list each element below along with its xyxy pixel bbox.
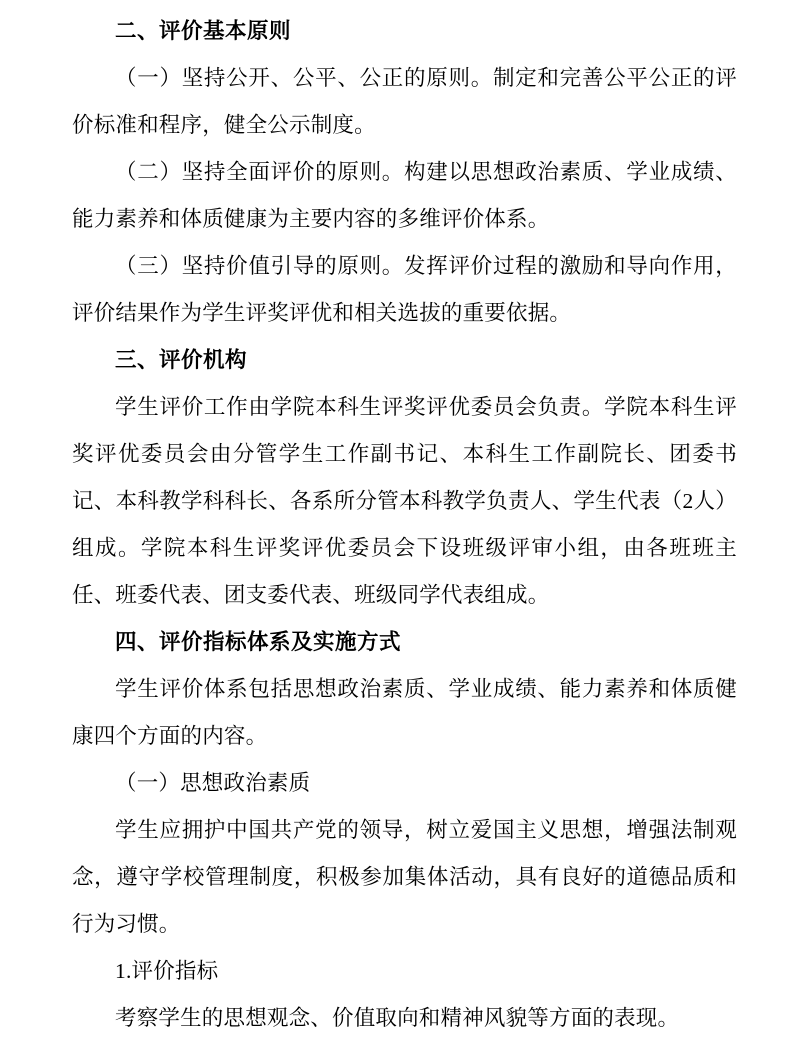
paragraph-index-system: 学生评价体系包括思想政治素质、学业成绩、能力素养和体质健康四个方面的内容。 bbox=[72, 677, 737, 748]
paragraph-principle-1: （一）坚持公开、公平、公正的原则。制定和完善公平公正的评价标准和程序，健全公示制度。 bbox=[72, 66, 737, 137]
paragraph-ideological-quality: 学生应拥护中国共产党的领导，树立爱国主义思想，增强法制观念，遵守学校管理制度，积极参加集体活动，具有良好的道德品质和行为习惯。 bbox=[72, 818, 737, 936]
paragraph-evaluation-index-desc: 考察学生的思想观念、价值取向和精神风貌等方面的表现。 bbox=[115, 1006, 680, 1030]
paragraph-principle-3: （三）坚持价值引导的原则。发挥评价过程的激励和导向作用，评价结果作为学生评奖评优和相关选拔的重要依据。 bbox=[72, 254, 737, 325]
subsection-heading-1: （一）思想政治素质 bbox=[115, 771, 311, 795]
section-heading-3: 三、评价机构 bbox=[115, 348, 248, 372]
section-heading-2: 二、评价基本原则 bbox=[115, 19, 292, 43]
paragraph-principle-2: （二）坚持全面评价的原则。构建以思想政治素质、学业成绩、能力素养和体质健康为主要内容的多维评价体系。 bbox=[72, 160, 737, 231]
section-heading-4: 四、评价指标体系及实施方式 bbox=[115, 630, 402, 654]
item-heading-evaluation-index: 1.评价指标 bbox=[115, 959, 219, 983]
document-body bbox=[72, 8, 737, 1042]
paragraph-evaluation-body: 学生评价工作由学院本科生评奖评优委员会负责。学院本科生评奖评优委员会由分管学生工作副书记、本科生工作副院长、团委书记、本科教学科科长、各系所分管本科教学负责人、学生代表（2人）组成。学院本科生评奖评优委员会下设班级评审小组，由各班班主任、班委代表、团支委代表、班级同学代表组成。 bbox=[72, 395, 737, 607]
